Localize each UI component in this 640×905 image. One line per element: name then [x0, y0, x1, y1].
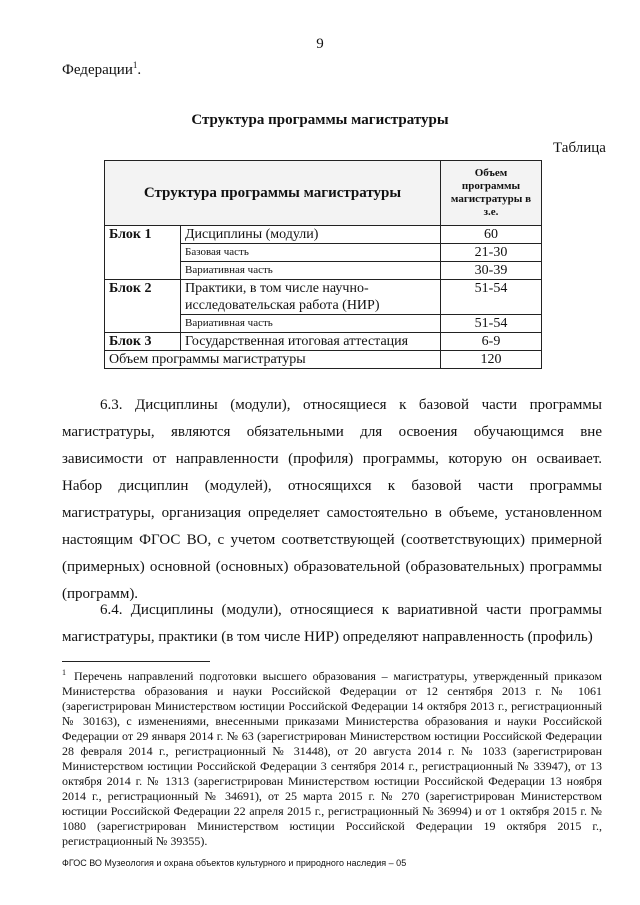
row-name: Вариативная часть: [181, 262, 441, 280]
carried-over-text: [62, 60, 141, 79]
table-header-row: [105, 161, 542, 226]
page-number: 9: [316, 36, 324, 52]
table-title: Структура программы магистратуры: [191, 112, 449, 128]
total-value: 120: [441, 351, 542, 369]
paragraph-6-4: 6.4. Дисциплины (модули), относящиеся к вариативной части программы магистратуры, практики (в том числе НИР) определяют направленность (профиль): [62, 602, 602, 645]
row-value: 21-30: [441, 244, 542, 262]
table-total-row: [105, 351, 542, 369]
block-label: Блок 3: [105, 333, 181, 351]
total-label: Объем программы магистратуры: [105, 351, 441, 369]
row-value: 51-54: [441, 280, 542, 315]
footnote: [62, 665, 602, 849]
row-value: 6-9: [441, 333, 542, 351]
paragraph-6-3: 6.3. Дисциплины (модули), относящиеся к базовой части программы магистратуры, являются обязательными для освоения обучающимся вне зависимости от направленности (профиля) программы, которую он осваивает. Набор дисциплин (модулей), относящихся к базовой части программы магистратуры, организация определяет самостоятельно в объеме, установленном настоящим ФГОС ВО, с учетом соответствующей (соответствующих) примерной (примерных) основной (основных) образовательной (образовательных) программы (программ).: [62, 397, 602, 602]
table-row: [105, 333, 542, 351]
block-label: Блок 2: [105, 280, 181, 333]
footnote-mark: 1: [62, 668, 66, 677]
footnote-divider: [62, 661, 210, 662]
carried-over-punctuation: .: [137, 62, 142, 78]
table-row: [105, 280, 542, 315]
carried-over-word: Федерации: [62, 62, 133, 78]
row-name: Практики, в том числе научно-исследовательская работа (НИР): [181, 280, 441, 315]
row-name: Базовая часть: [181, 244, 441, 262]
row-value: 60: [441, 226, 542, 244]
table-caption: Таблица: [553, 140, 606, 156]
footnote-reference[interactable]: 1: [132, 60, 138, 70]
row-name: Вариативная часть: [181, 315, 441, 333]
program-structure-table: [104, 160, 542, 369]
header-volume: Объем программы магистратуры в з.е.: [441, 161, 542, 226]
row-value: 51-54: [441, 315, 542, 333]
row-name: Государственная итоговая аттестация: [181, 333, 441, 351]
row-value: 30-39: [441, 262, 542, 280]
footnote-text: Перечень направлений подготовки высшего образования – магистратуры, утвержденный приказом Министерства образования и науки Российской Федерации от 12 сентября 2013 г. № 1061 (зарегистрирован Министерством юстиции Российской Федерации 14 октября 2013 г., регистрационный № 30163), с изменениями, внесенными приказами Министерства образования и науки Российской Федерации от 29 января 2014 г. № 63 (зарегистрирован Министерством юстиции Российской Федерации 28 февраля 2014 г., регистрационный № 31448), от 20 августа 2014 г. № 1033 (зарегистрирован Министерством юстиции Российской Федерации 3 сентября 2014 г., регистрационный № 33947), от 13 октября 2014 г. № 1313 (зарегистрирован Министерством юстиции Российской Федерации 13 ноября 2014 г., регистрационный № 34691), от 25 марта 2015 г. № 270 (зарегистрирован Министерством юстиции Российской Федерации 22 апреля 2015 г., регистрационный № 36994) и от 1 октября 2015 г. № 1080 (зарегистрирован Министерством юстиции Российской Федерации 19 октября 2015 г., регистрационный № 39355).: [62, 669, 602, 848]
row-name: Дисциплины (модули): [181, 226, 441, 244]
header-structure: Структура программы магистратуры: [105, 161, 441, 226]
block-label: Блок 1: [105, 226, 181, 280]
table-row: [105, 226, 542, 244]
page-footer: ФГОС ВО Музеология и охрана объектов культурного и природного наследия – 05: [62, 858, 407, 868]
